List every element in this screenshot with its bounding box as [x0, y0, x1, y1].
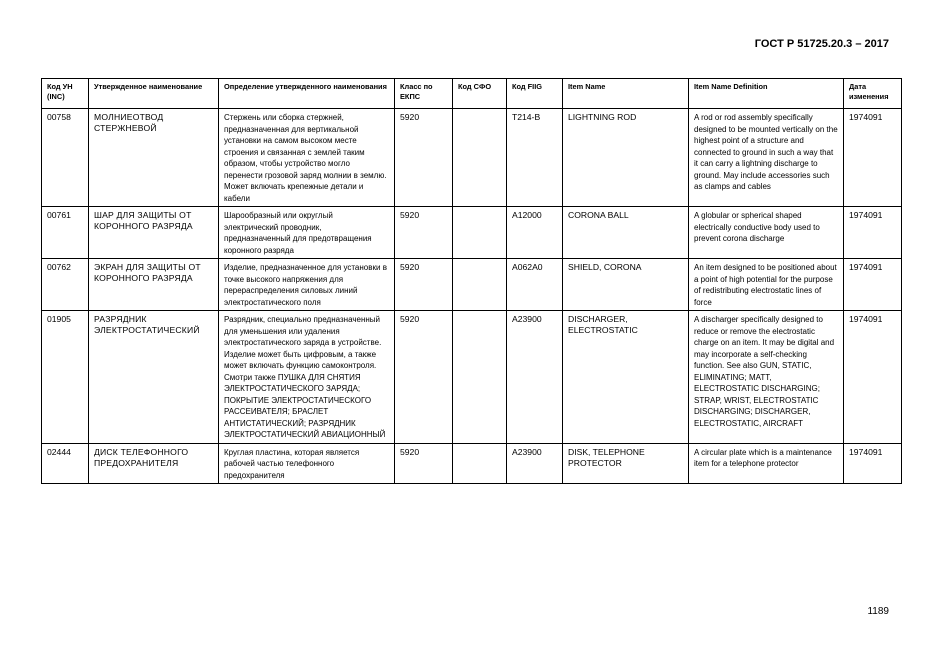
col-header-fiig-code: Код FIIG — [507, 79, 563, 109]
cell-sfo-code — [453, 207, 507, 259]
cell-ekps-class: 5920 — [395, 443, 453, 484]
cell-inc: 00762 — [42, 259, 89, 311]
cell-definition-ru: Круглая пластина, которая является рабочей частью телефонного предохранителя — [219, 443, 395, 484]
cell-item-name: DISCHARGER, ELECTROSTATIC — [563, 311, 689, 444]
cell-fiig-code: A23900 — [507, 311, 563, 444]
table-row — [42, 259, 902, 311]
cell-name-ru: ДИСК ТЕЛЕФОННОГО ПРЕДОХРАНИТЕЛЯ — [89, 443, 219, 484]
cell-item-definition: A circular plate which is a maintenance item for a telephone protector — [689, 443, 844, 484]
col-header-name-ru: Утвержденное наименование — [89, 79, 219, 109]
document-standard-header: ГОСТ Р 51725.20.3 – 2017 — [754, 38, 889, 50]
col-header-change-date: Дата изменения — [844, 79, 902, 109]
col-header-item-name: Item Name — [563, 79, 689, 109]
cell-item-name: CORONA BALL — [563, 207, 689, 259]
cell-sfo-code — [453, 259, 507, 311]
cell-item-name: DISK, TELEPHONE PROTECTOR — [563, 443, 689, 484]
table-header — [42, 79, 902, 109]
table-row — [42, 311, 902, 444]
cell-change-date: 1974091 — [844, 443, 902, 484]
cell-definition-ru: Изделие, предназначенное для установки в точке высокого напряжения для перераспределения силовых линий электростатического поля — [219, 259, 395, 311]
cell-inc: 00761 — [42, 207, 89, 259]
cell-definition-ru: Шарообразный или округлый электрический проводник, предназначенный для предотвращения коронного разряда — [219, 207, 395, 259]
cell-item-definition: A globular or spherical shaped electrically conductive body used to prevent corona discharge — [689, 207, 844, 259]
table-row — [42, 109, 902, 207]
cell-item-name: LIGHTNING ROD — [563, 109, 689, 207]
col-header-item-definition: Item Name Definition — [689, 79, 844, 109]
cell-change-date: 1974091 — [844, 259, 902, 311]
cell-ekps-class: 5920 — [395, 207, 453, 259]
cell-ekps-class: 5920 — [395, 311, 453, 444]
cell-item-definition: An item designed to be positioned about a point of high potential for the purpose of redistributing electrostatic lines of force — [689, 259, 844, 311]
cell-name-ru: ШАР ДЛЯ ЗАЩИТЫ ОТ КОРОННОГО РАЗРЯДА — [89, 207, 219, 259]
cell-sfo-code — [453, 443, 507, 484]
cell-definition-ru: Стержень или сборка стержней, предназначенная для вертикальной установки на самом высоком месте строения и связанная с землей таким образом, чтобы устройство могло перенести грозовой заряд молнии в землю. Может включать крепежные детали и кабели — [219, 109, 395, 207]
cell-fiig-code: A12000 — [507, 207, 563, 259]
cell-name-ru: МОЛНИЕОТВОД СТЕРЖНЕВОЙ — [89, 109, 219, 207]
cell-inc: 02444 — [42, 443, 89, 484]
col-header-definition-ru: Определение утвержденного наименования — [219, 79, 395, 109]
page-number: 1189 — [867, 606, 889, 617]
col-header-sfo-code: Код СФО — [453, 79, 507, 109]
cell-ekps-class: 5920 — [395, 109, 453, 207]
cell-change-date: 1974091 — [844, 311, 902, 444]
cell-change-date: 1974091 — [844, 207, 902, 259]
nomenclature-table — [41, 78, 902, 484]
cell-inc: 00758 — [42, 109, 89, 207]
cell-item-definition: A rod or rod assembly specifically designed to be mounted vertically on the highest point of a structure and connected to ground in such a way that it can carry a lightning discharge to ground. May include accessories such as clamps and cables — [689, 109, 844, 207]
cell-name-ru: РАЗРЯДНИК ЭЛЕКТРОСТАТИЧЕСКИЙ — [89, 311, 219, 444]
col-header-ekps-class: Класс по ЕКПС — [395, 79, 453, 109]
cell-change-date: 1974091 — [844, 109, 902, 207]
cell-ekps-class: 5920 — [395, 259, 453, 311]
cell-fiig-code: A23900 — [507, 443, 563, 484]
table-row — [42, 207, 902, 259]
table-body — [42, 109, 902, 484]
cell-item-definition: A discharger specifically designed to reduce or remove the electrostatic charge on an item. It may be digital and may incorporate a self-checking function. See also GUN, STATIC, ELIMINATING; MATT, ELECTROSTATIC DISCHARGING; STRAP, WRIST, ELECTROSTATIC DISCHARGING; DISCHARGER, ELECTROSTATIC, AIRCRAFT — [689, 311, 844, 444]
cell-fiig-code: A062A0 — [507, 259, 563, 311]
table-row — [42, 443, 902, 484]
cell-fiig-code: T214-B — [507, 109, 563, 207]
cell-sfo-code — [453, 311, 507, 444]
cell-name-ru: ЭКРАН ДЛЯ ЗАЩИТЫ ОТ КОРОННОГО РАЗРЯДА — [89, 259, 219, 311]
cell-sfo-code — [453, 109, 507, 207]
cell-definition-ru: Разрядник, специально предназначенный для уменьшения или удаления электростатического заряда в устройстве. Изделие может быть цифровым, а также может включать функцию самоконтроля. Смотри также ПУШКА ДЛЯ СНЯТИЯ ЭЛЕКТРОСТАТИЧЕСКОГО ЗАРЯДА; ПОКРЫТИЕ ЭЛЕКТРОСТАТИЧЕСКОГО РАССЕИВАТЕЛЯ; БРАСЛЕТ АНТИСТАТИЧЕСКИЙ; РАЗРЯДНИК ЭЛЕКТРОСТАТИЧЕСКИЙ АВИАЦИОННЫЙ — [219, 311, 395, 444]
col-header-inc: Код УН (INC) — [42, 79, 89, 109]
cell-item-name: SHIELD, CORONA — [563, 259, 689, 311]
header-row — [42, 79, 902, 109]
cell-inc: 01905 — [42, 311, 89, 444]
